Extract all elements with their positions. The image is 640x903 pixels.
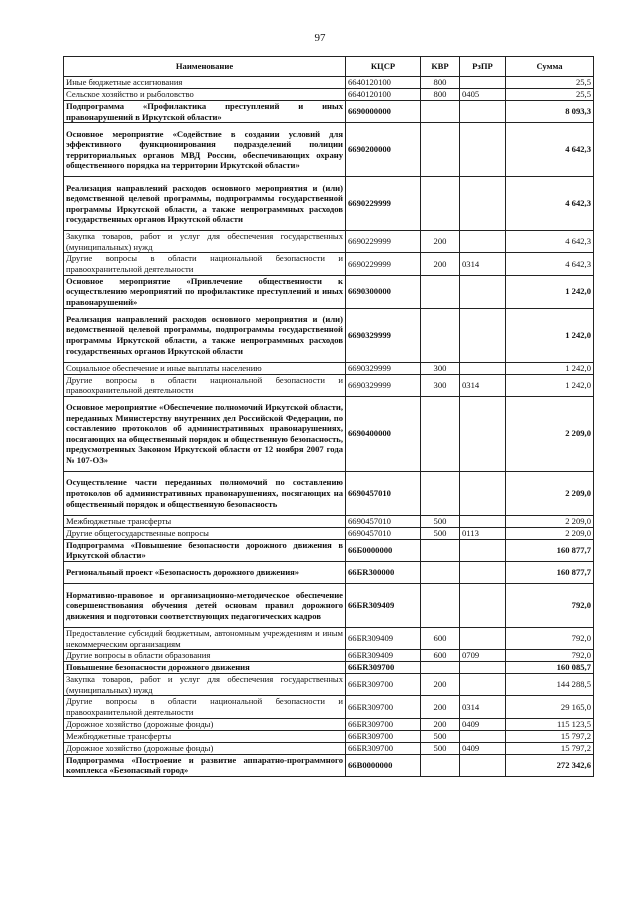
row-sum: 25,5 — [506, 89, 594, 101]
row-rzpr — [460, 754, 506, 776]
row-kvr: 300 — [421, 362, 460, 374]
row-kvr: 600 — [421, 650, 460, 662]
table-row — [64, 674, 594, 696]
row-kvr — [421, 471, 460, 515]
row-name: Закупка товаров, работ и услуг для обеспечения государственных (муниципальных) нужд — [64, 231, 346, 253]
table-row — [64, 730, 594, 742]
row-kvr — [421, 123, 460, 177]
header-rzpr: РзПР — [460, 57, 506, 77]
row-kvr — [421, 396, 460, 471]
row-rzpr — [460, 275, 506, 308]
row-kvr — [421, 177, 460, 231]
row-kvr: 500 — [421, 527, 460, 539]
row-sum: 792,0 — [506, 627, 594, 649]
row-kvr: 200 — [421, 718, 460, 730]
row-name: Реализация направлений расходов основного мероприятия и (или) ведомственной целевой программы, подпрограммы государственной программы Иркутской области, а также непрограммных расходов государственных органов Иркутской области — [64, 308, 346, 362]
row-sum: 1 242,0 — [506, 308, 594, 362]
table-row — [64, 627, 594, 649]
row-sum: 792,0 — [506, 583, 594, 627]
row-kvr — [421, 583, 460, 627]
row-rzpr: 0709 — [460, 650, 506, 662]
row-rzpr: 0314 — [460, 253, 506, 275]
row-sum: 792,0 — [506, 650, 594, 662]
row-rzpr: 0405 — [460, 89, 506, 101]
row-rzpr — [460, 515, 506, 527]
row-sum: 2 209,0 — [506, 471, 594, 515]
table-row — [64, 123, 594, 177]
row-kvr — [421, 662, 460, 674]
row-sum: 4 642,3 — [506, 231, 594, 253]
row-name: Социальное обеспечение и иные выплаты населению — [64, 362, 346, 374]
row-sum: 25,5 — [506, 77, 594, 89]
row-kcsr: 6690457010 — [346, 527, 421, 539]
row-rzpr — [460, 177, 506, 231]
row-kvr: 300 — [421, 374, 460, 396]
row-kvr — [421, 308, 460, 362]
row-name: Осуществление части переданных полномочий по составлению протоколов об административных правонарушениях, посягающих на общественный порядок и общественную безопасность — [64, 471, 346, 515]
table-row — [64, 527, 594, 539]
row-sum: 144 288,5 — [506, 674, 594, 696]
table-row — [64, 650, 594, 662]
table-row — [64, 231, 594, 253]
row-kcsr: 6690229999 — [346, 231, 421, 253]
table-row — [64, 253, 594, 275]
page-number: 97 — [314, 32, 326, 44]
header-name: Наименование — [64, 57, 346, 77]
row-rzpr — [460, 539, 506, 561]
row-kvr — [421, 754, 460, 776]
row-rzpr — [460, 627, 506, 649]
table-row — [64, 696, 594, 718]
row-kvr: 200 — [421, 231, 460, 253]
row-sum: 160 877,7 — [506, 561, 594, 583]
row-name: Подпрограмма «Построение и развитие аппаратно-программного комплекса «Безопасный город» — [64, 754, 346, 776]
row-rzpr — [460, 662, 506, 674]
row-rzpr — [460, 77, 506, 89]
row-sum: 2 209,0 — [506, 527, 594, 539]
row-kcsr: 66БR309700 — [346, 742, 421, 754]
row-rzpr — [460, 674, 506, 696]
table-row — [64, 396, 594, 471]
table-body — [64, 77, 594, 777]
row-name: Нормативно-правовое и организационно-методическое обеспечение совершенствования обучения детей основам правил дорожного движения и подготовки соответствующих педагогических кадров — [64, 583, 346, 627]
table-row — [64, 742, 594, 754]
row-name: Подпрограмма «Повышение безопасности дорожного движения в Иркутской области» — [64, 539, 346, 561]
row-kvr: 800 — [421, 89, 460, 101]
row-sum: 1 242,0 — [506, 362, 594, 374]
row-kcsr: 66БR309409 — [346, 583, 421, 627]
row-kcsr: 6690457010 — [346, 471, 421, 515]
row-kcsr: 66БR309700 — [346, 718, 421, 730]
row-kcsr: 66БR309700 — [346, 662, 421, 674]
row-kcsr: 6690329999 — [346, 374, 421, 396]
row-name: Другие вопросы в области национальной безопасности и правоохранительной деятельности — [64, 374, 346, 396]
header-kvr: КВР — [421, 57, 460, 77]
row-sum: 29 165,0 — [506, 696, 594, 718]
row-kvr: 200 — [421, 253, 460, 275]
row-rzpr — [460, 123, 506, 177]
table-row — [64, 362, 594, 374]
row-sum: 4 642,3 — [506, 253, 594, 275]
row-kcsr: 6690200000 — [346, 123, 421, 177]
row-rzpr — [460, 583, 506, 627]
row-kcsr: 66В0000000 — [346, 754, 421, 776]
row-rzpr — [460, 471, 506, 515]
row-name: Иные бюджетные ассигнования — [64, 77, 346, 89]
row-rzpr — [460, 231, 506, 253]
row-rzpr — [460, 308, 506, 362]
row-kcsr: 6690229999 — [346, 177, 421, 231]
row-kcsr: 6690457010 — [346, 515, 421, 527]
row-kvr — [421, 539, 460, 561]
row-name: Межбюджетные трансферты — [64, 730, 346, 742]
row-sum: 272 342,6 — [506, 754, 594, 776]
row-kvr: 500 — [421, 742, 460, 754]
row-rzpr — [460, 730, 506, 742]
row-sum: 1 242,0 — [506, 374, 594, 396]
row-name: Дорожное хозяйство (дорожные фонды) — [64, 742, 346, 754]
table-row — [64, 177, 594, 231]
row-kcsr: 66БR309409 — [346, 650, 421, 662]
row-kvr: 800 — [421, 77, 460, 89]
row-name: Основное мероприятие «Содействие в создании условий для эффективного функционирования подразделений полиции территориальных органов МВД России, обеспечивающих охрану общественного порядка на территории Иркутской области» — [64, 123, 346, 177]
row-name: Межбюджетные трансферты — [64, 515, 346, 527]
row-name: Подпрограмма «Профилактика преступлений и иных правонарушений в Иркутской области» — [64, 101, 346, 123]
table-row — [64, 275, 594, 308]
row-sum: 160 085,7 — [506, 662, 594, 674]
row-rzpr — [460, 561, 506, 583]
table-row — [64, 662, 594, 674]
table-row — [64, 308, 594, 362]
table-row — [64, 471, 594, 515]
row-name: Сельское хозяйство и рыболовство — [64, 89, 346, 101]
row-name: Основное мероприятие «Привлечение общественности к осуществлению мероприятий по профилактике преступлений и иных правонарушений» — [64, 275, 346, 308]
row-kcsr: 6690329999 — [346, 362, 421, 374]
row-name: Другие общегосударственные вопросы — [64, 527, 346, 539]
table-row — [64, 77, 594, 89]
row-kcsr: 66Б0000000 — [346, 539, 421, 561]
row-kvr — [421, 101, 460, 123]
row-kvr — [421, 561, 460, 583]
row-sum: 15 797,2 — [506, 742, 594, 754]
table-row — [64, 561, 594, 583]
table-row — [64, 515, 594, 527]
row-rzpr — [460, 396, 506, 471]
header-sum: Сумма — [506, 57, 594, 77]
row-name: Дорожное хозяйство (дорожные фонды) — [64, 718, 346, 730]
row-name: Основное мероприятие «Обеспечение полномочий Иркутской области, переданных Министерству внутренних дел Российской Федерации, по составлению протоколов об административных правонарушениях, посягающих на общественный порядок и общественную безопасность, предусмотренных Законом Иркутской области от 12 ноября 2007 года № 107-ОЗ» — [64, 396, 346, 471]
row-kcsr: 66БR309700 — [346, 696, 421, 718]
table-row — [64, 101, 594, 123]
row-sum: 115 123,5 — [506, 718, 594, 730]
table-row — [64, 89, 594, 101]
row-kcsr: 6640120100 — [346, 89, 421, 101]
budget-table — [63, 56, 594, 777]
row-name: Другие вопросы в области образования — [64, 650, 346, 662]
row-sum: 160 877,7 — [506, 539, 594, 561]
row-name: Региональный проект «Безопасность дорожного движения» — [64, 561, 346, 583]
row-kvr: 500 — [421, 515, 460, 527]
row-kcsr: 6690000000 — [346, 101, 421, 123]
row-rzpr — [460, 101, 506, 123]
row-sum: 15 797,2 — [506, 730, 594, 742]
row-rzpr: 0409 — [460, 742, 506, 754]
row-name: Другие вопросы в области национальной безопасности и правоохранительной деятельности — [64, 696, 346, 718]
row-rzpr: 0409 — [460, 718, 506, 730]
row-kcsr: 66БR309409 — [346, 627, 421, 649]
table-row — [64, 539, 594, 561]
row-kcsr: 66БR300000 — [346, 561, 421, 583]
row-rzpr — [460, 362, 506, 374]
row-kcsr: 6690329999 — [346, 308, 421, 362]
row-name: Предоставление субсидий бюджетным, автономным учреждениям и иным некоммерческим организациям — [64, 627, 346, 649]
row-sum: 1 242,0 — [506, 275, 594, 308]
row-kcsr: 6690300000 — [346, 275, 421, 308]
row-kvr: 600 — [421, 627, 460, 649]
row-sum: 2 209,0 — [506, 515, 594, 527]
row-kcsr: 6690229999 — [346, 253, 421, 275]
row-kcsr: 6640120100 — [346, 77, 421, 89]
table-row — [64, 718, 594, 730]
row-sum: 8 093,3 — [506, 101, 594, 123]
row-rzpr: 0113 — [460, 527, 506, 539]
row-name: Закупка товаров, работ и услуг для обеспечения государственных (муниципальных) нужд — [64, 674, 346, 696]
row-kcsr: 66БR309700 — [346, 730, 421, 742]
row-kcsr: 6690400000 — [346, 396, 421, 471]
row-sum: 4 642,3 — [506, 177, 594, 231]
row-rzpr: 0314 — [460, 374, 506, 396]
row-kvr — [421, 275, 460, 308]
row-name: Другие вопросы в области национальной безопасности и правоохранительной деятельности — [64, 253, 346, 275]
table-row — [64, 583, 594, 627]
table-row — [64, 374, 594, 396]
row-kcsr: 66БR309700 — [346, 674, 421, 696]
row-kvr: 200 — [421, 674, 460, 696]
row-kvr: 500 — [421, 730, 460, 742]
header-kcsr: КЦСР — [346, 57, 421, 77]
row-name: Реализация направлений расходов основного мероприятия и (или) ведомственной целевой программы, подпрограммы государственной программы Иркутской области, а также непрограммных расходов государственных органов Иркутской области — [64, 177, 346, 231]
table-row — [64, 754, 594, 776]
row-sum: 4 642,3 — [506, 123, 594, 177]
row-sum: 2 209,0 — [506, 396, 594, 471]
table-header-row — [64, 57, 594, 77]
row-rzpr: 0314 — [460, 696, 506, 718]
row-name: Повышение безопасности дорожного движения — [64, 662, 346, 674]
row-kvr: 200 — [421, 696, 460, 718]
